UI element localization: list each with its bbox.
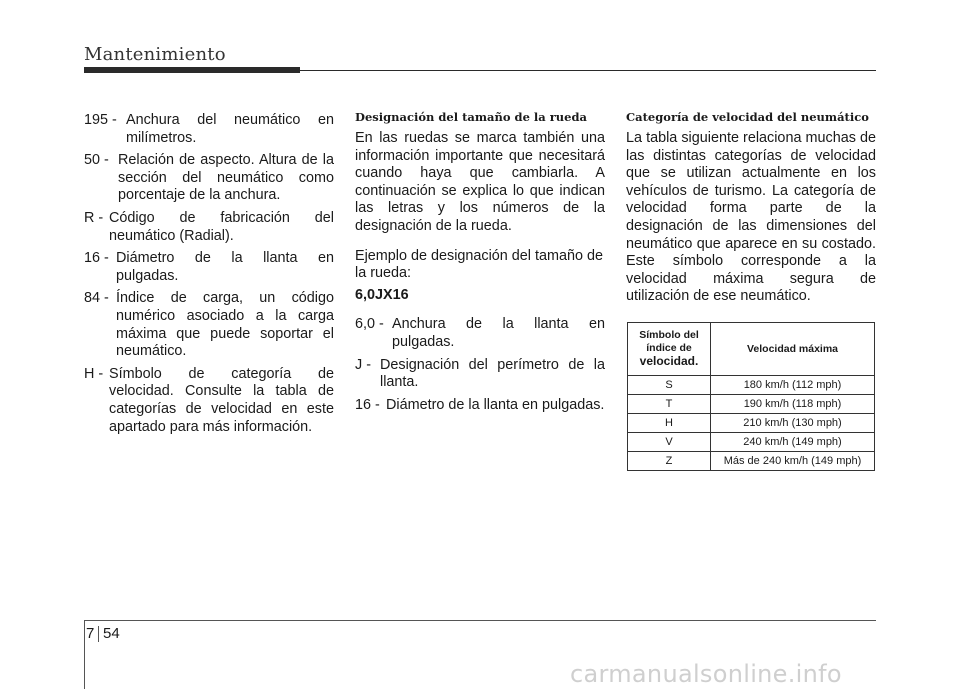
table-row [628, 452, 875, 471]
definition-term: 195 - [84, 112, 117, 128]
header-rule-thick [84, 67, 300, 73]
definition-item [84, 250, 334, 285]
table-cell-symbol: T [628, 395, 711, 414]
table-row [628, 414, 875, 433]
wheel-example-code: 6,0JX16 [355, 286, 409, 303]
table-row [628, 433, 875, 452]
definition-item [84, 112, 334, 147]
paragraph: La tabla siguiente relaciona muchas de las distintas categorías de velocidad que se utilizan actualmente en los vehículos de turismo. La categoría de velocidad forma parte de la designación de las dimensiones del neumático que aparece en su costado. Este símbolo corresponde a la velocidad máxima segura de utilización de ese neumático. [626, 130, 876, 305]
table-cell-speed: 240 km/h (149 mph) [711, 433, 875, 452]
section-heading: Designación del tamaño de la rueda [355, 110, 587, 124]
table-cell-symbol: Z [628, 452, 711, 471]
definition-item [355, 316, 605, 351]
table-cell-symbol: S [628, 376, 711, 395]
table-row [628, 395, 875, 414]
table-cell-speed: Más de 240 km/h (149 mph) [711, 452, 875, 471]
definition-text: Anchura del neumático en milímetros. [126, 112, 334, 146]
footer-page-divider [98, 626, 99, 642]
table-header-speed: Velocidad máxima [711, 323, 875, 376]
definition-term: 84 - [84, 290, 109, 307]
definition-text: Diámetro de la llanta en pulgadas. [386, 396, 605, 413]
definition-text: Anchura de la llanta en pulgadas. [392, 316, 605, 350]
column-tire-code [84, 112, 334, 441]
speed-rating-table [627, 322, 875, 471]
column-wheel-size [355, 110, 605, 419]
table-header-symbol: Símbolo del índice de velocidad. [628, 323, 711, 376]
watermark-text: carmanualsonline.info [570, 660, 842, 688]
paragraph: En las ruedas se marca también una información importante que necesitará cuando haya que cambiarla. A continuación se explica lo que indican las letras y los números de la designación de la rueda. [355, 130, 605, 234]
definition-term: 16 - [84, 250, 109, 267]
definition-term: J - [355, 356, 371, 373]
page-number: 54 [103, 625, 120, 642]
column-speed-category [626, 110, 876, 318]
definition-term: 16 - [355, 396, 380, 413]
definition-item [84, 290, 334, 360]
table-row [628, 376, 875, 395]
definition-text: Designación del perímetro de la llanta. [380, 356, 605, 391]
definition-text: Símbolo de categoría de velocidad. Consulte la tabla de categorías de velocidad en este apartado para más información. [109, 365, 334, 435]
table-cell-speed: 180 km/h (112 mph) [711, 376, 875, 395]
definition-term: 50 - [84, 152, 109, 169]
definition-term: H - [84, 365, 104, 382]
definition-text: Código de fabricación del neumático (Radial). [109, 209, 334, 244]
definition-item [355, 397, 605, 415]
header-rule-thin [300, 70, 876, 71]
section-heading: Categoría de velocidad del neumático [626, 110, 869, 124]
table-cell-symbol: V [628, 433, 711, 452]
table-cell-speed: 210 km/h (130 mph) [711, 414, 875, 433]
footer-vertical-rule [84, 620, 85, 689]
definition-item [84, 152, 334, 205]
footer-rule [84, 620, 876, 621]
definition-text: Índice de carga, un código numérico asociado a la carga máxima que puede soportar el neumático. [116, 290, 334, 360]
definition-text: Relación de aspecto. Altura de la sección del neumático como porcentaje de la anchura. [118, 152, 334, 204]
definition-term: R - [84, 209, 104, 226]
chapter-number: 7 [86, 625, 95, 642]
table-header-row [628, 323, 875, 376]
definition-item [84, 366, 334, 436]
definition-text: Diámetro de la llanta en pulgadas. [116, 250, 334, 284]
definition-item [355, 357, 605, 392]
table-cell-speed: 190 km/h (118 mph) [711, 395, 875, 414]
definition-item [84, 210, 334, 245]
table-cell-symbol: H [628, 414, 711, 433]
definition-term: 6,0 - [355, 316, 384, 333]
paragraph: Ejemplo de designación del tamaño de la rueda: [355, 247, 604, 282]
page-header-title: Mantenimiento [84, 44, 226, 65]
